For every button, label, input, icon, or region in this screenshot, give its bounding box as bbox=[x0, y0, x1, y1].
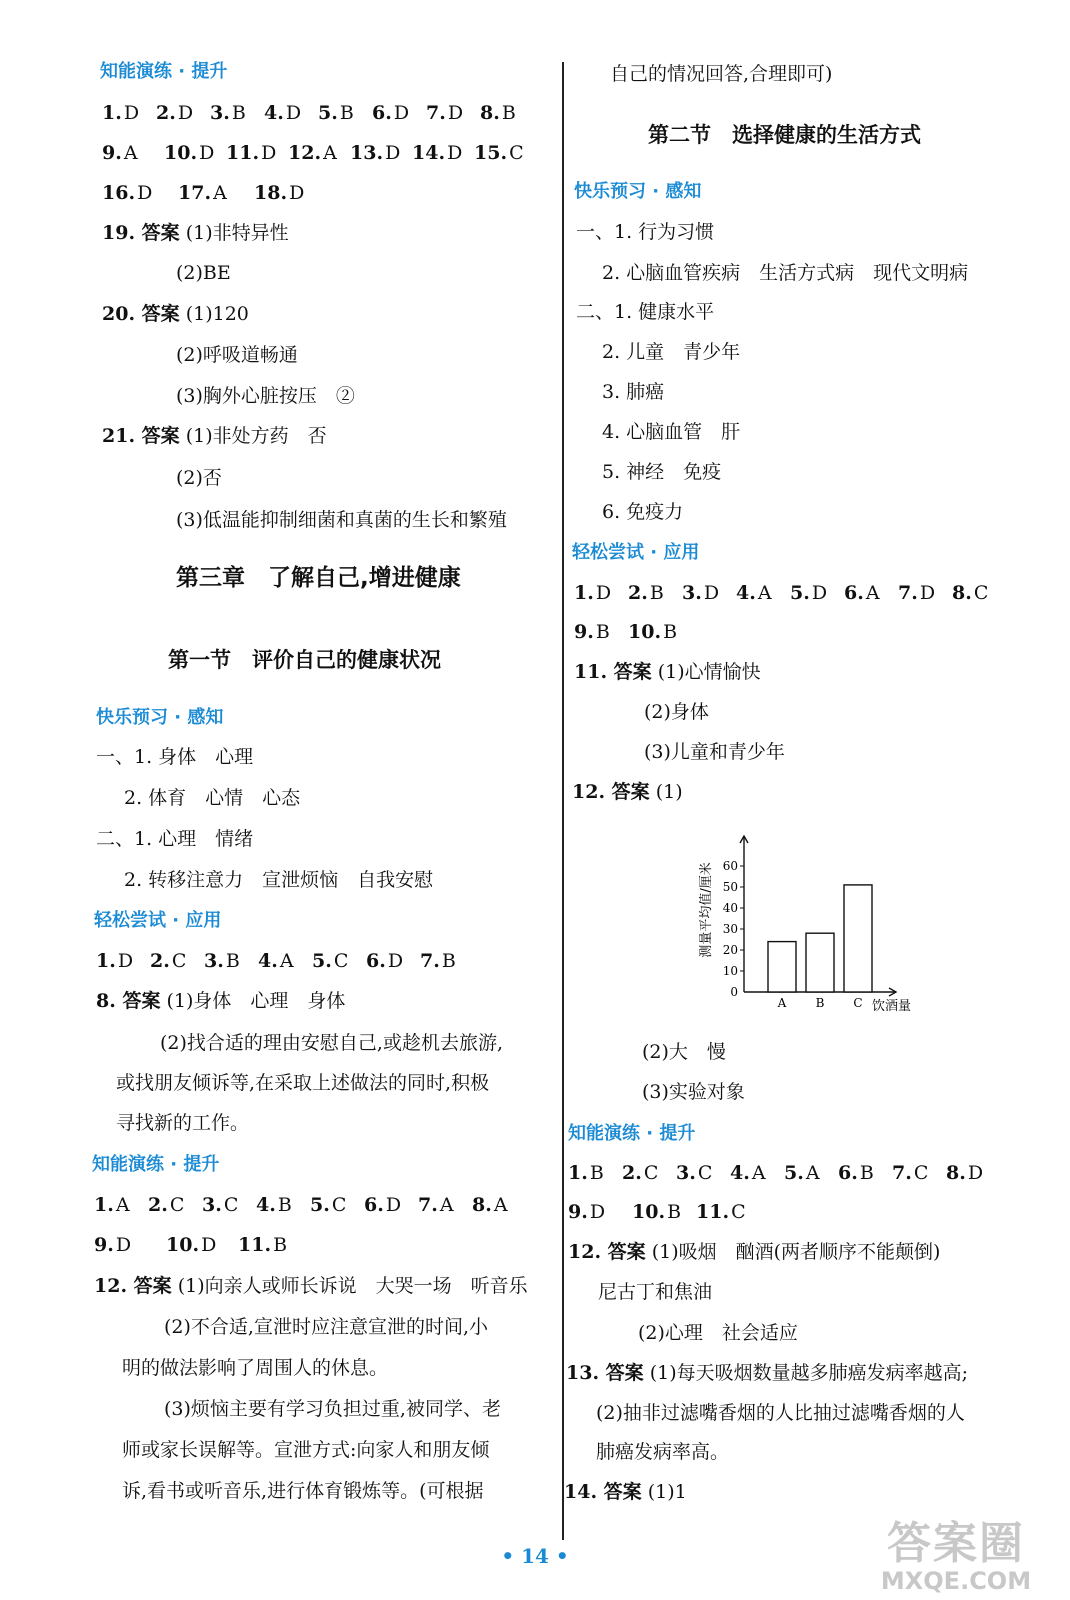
question-number: 8. bbox=[946, 1162, 966, 1184]
answer-letter: B bbox=[225, 950, 240, 972]
question-number: 6. bbox=[372, 102, 392, 124]
answer-letter: B bbox=[441, 950, 456, 972]
question-number: 4. bbox=[264, 102, 284, 124]
x-axis-label: 饮酒量 bbox=[872, 999, 912, 1014]
answer-letter: B bbox=[667, 1201, 682, 1223]
answer-text: (2)身体 bbox=[644, 701, 709, 723]
section-heading: 快乐预习 · 感知 bbox=[96, 707, 224, 728]
answer-letter: A bbox=[865, 582, 880, 604]
watermark-url: MXQE.COM bbox=[880, 1567, 1032, 1595]
answer-text: (2)心理 社会适应 bbox=[638, 1322, 798, 1344]
question-number: 7. bbox=[420, 950, 440, 972]
answer-row bbox=[568, 1200, 760, 1224]
question-number: 3. bbox=[676, 1162, 696, 1184]
answer-item bbox=[790, 581, 844, 605]
answer-item bbox=[412, 141, 474, 165]
y-tick-label: 0 bbox=[730, 985, 738, 999]
q20-line: 20. 答案 (1)120 bbox=[102, 303, 249, 325]
question-number: 7. bbox=[426, 102, 446, 124]
question-number: 1. bbox=[102, 102, 122, 124]
answer-item bbox=[622, 1161, 676, 1185]
answer-text: 诉,看书或听音乐,进行体育锻炼等。(可根据 bbox=[122, 1480, 484, 1502]
question-number: 14. bbox=[412, 142, 446, 164]
question-number: 5. bbox=[310, 1194, 330, 1216]
question-number: 9. bbox=[568, 1201, 588, 1223]
answer-item bbox=[264, 101, 318, 125]
answer-row bbox=[102, 101, 534, 125]
question-number: 8. bbox=[472, 1194, 492, 1216]
answer-letter: D bbox=[137, 182, 153, 204]
answer-letter: C bbox=[169, 1194, 185, 1216]
answer-letter: D bbox=[117, 950, 134, 972]
question-number: 13. bbox=[350, 142, 384, 164]
question-number: 10. bbox=[164, 142, 198, 164]
answer-text: 尼古丁和焦油 bbox=[598, 1281, 713, 1303]
answer-letter: D bbox=[123, 102, 140, 124]
answer-item bbox=[310, 1193, 364, 1217]
answer-item bbox=[94, 1233, 166, 1257]
answer-item bbox=[946, 1161, 1000, 1185]
q11-line: 11. 答案 (1)心情愉快 bbox=[574, 661, 761, 683]
answer-item bbox=[102, 101, 156, 125]
q12b-line: 12. 答案 (1)吸烟 酗酒(两者顺序不能颠倒) bbox=[568, 1241, 941, 1263]
answer-letter: B bbox=[663, 621, 678, 643]
answer-text: 二、1. 健康水平 bbox=[576, 301, 715, 323]
question-number: 4. bbox=[256, 1194, 276, 1216]
answer-text: (3)实验对象 bbox=[642, 1081, 745, 1103]
answer-letter: A bbox=[757, 582, 772, 604]
question-number: 3. bbox=[210, 102, 230, 124]
answer-row bbox=[574, 620, 682, 644]
answer-row bbox=[102, 141, 536, 165]
q8-line: 8. 答案 (1)身体 心理 身体 bbox=[96, 990, 346, 1012]
y-tick-label: 30 bbox=[722, 922, 738, 936]
answer-letter: D bbox=[201, 1234, 217, 1256]
answer-item bbox=[574, 581, 628, 605]
answer-row bbox=[94, 1193, 526, 1217]
page-number: • 14 • bbox=[501, 1544, 569, 1568]
answer-item bbox=[102, 181, 178, 205]
question-number: 5. bbox=[318, 102, 338, 124]
question-number: 4. bbox=[730, 1162, 750, 1184]
answer-letter: D bbox=[385, 142, 401, 164]
answer-letter: C bbox=[333, 950, 349, 972]
question-number: 3. bbox=[202, 1194, 222, 1216]
answer-item bbox=[350, 141, 412, 165]
question-number: 7. bbox=[898, 582, 918, 604]
answer-text: (3)烦恼主要有学习负担过重,被同学、老 bbox=[164, 1398, 501, 1420]
answer-item bbox=[372, 101, 426, 125]
section-heading: 知能演练 · 提升 bbox=[100, 61, 228, 82]
section-heading: 快乐预习 · 感知 bbox=[574, 181, 702, 202]
answer-item bbox=[210, 101, 264, 125]
question-number: 3. bbox=[682, 582, 702, 604]
answer-letter: A bbox=[323, 142, 337, 164]
answer-letter: C bbox=[643, 1162, 659, 1184]
answer-letter: B bbox=[273, 1234, 288, 1256]
answer-text: 师或家长误解等。宣泄方式:向家人和朋友倾 bbox=[122, 1439, 490, 1461]
answer-text: (2)不合适,宣泄时应注意宣泄的时间,小 bbox=[164, 1316, 488, 1338]
answer-item bbox=[366, 949, 420, 973]
question-number: 4. bbox=[736, 582, 756, 604]
question-number: 18. bbox=[254, 182, 288, 204]
answer-text: 4. 心脑血管 肝 bbox=[602, 421, 741, 443]
question-number: 10. bbox=[632, 1201, 666, 1223]
answer-item bbox=[474, 141, 536, 165]
question-number: 1. bbox=[568, 1162, 588, 1184]
question-number: 4. bbox=[258, 950, 278, 972]
answer-letter: D bbox=[387, 950, 404, 972]
answer-item bbox=[254, 181, 330, 205]
answer-item bbox=[178, 181, 254, 205]
answer-letter: B bbox=[859, 1162, 874, 1184]
answer-item bbox=[256, 1193, 310, 1217]
question-number: 7. bbox=[418, 1194, 438, 1216]
x-tick-label: A bbox=[777, 996, 787, 1010]
answer-item bbox=[838, 1161, 892, 1185]
bar-chart bbox=[696, 826, 926, 1022]
answer-letter: A bbox=[439, 1194, 454, 1216]
answer-letter: B bbox=[501, 102, 516, 124]
answer-item bbox=[898, 581, 952, 605]
answer-letter: A bbox=[751, 1162, 766, 1184]
question-number: 10. bbox=[628, 621, 662, 643]
answer-text: (2)大 慢 bbox=[642, 1041, 726, 1063]
answer-item bbox=[364, 1193, 418, 1217]
answer-text: (2)抽非过滤嘴香烟的人比抽过滤嘴香烟的人 bbox=[596, 1402, 965, 1424]
answer-item bbox=[420, 949, 474, 973]
answer-row bbox=[102, 181, 330, 205]
answer-letter: A bbox=[805, 1162, 820, 1184]
answer-text: 2. 转移注意力 宣泄烦恼 自我安慰 bbox=[124, 869, 434, 891]
answer-text: (3)低温能抑制细菌和真菌的生长和繁殖 bbox=[176, 509, 507, 531]
answer-letter: C bbox=[731, 1201, 746, 1223]
q13-line: 13. 答案 (1)每天吸烟数量越多肺癌发病率越高; bbox=[566, 1362, 969, 1384]
answer-letter: D bbox=[261, 142, 277, 164]
section-heading: 轻松尝试 · 应用 bbox=[572, 542, 700, 563]
answer-item bbox=[288, 141, 350, 165]
q12-line: 12. 答案 (1) bbox=[572, 781, 683, 803]
question-number: 9. bbox=[94, 1234, 114, 1256]
section-heading: 轻松尝试 · 应用 bbox=[94, 910, 222, 931]
question-number: 11. bbox=[226, 142, 260, 164]
bar bbox=[844, 885, 872, 992]
answer-item bbox=[204, 949, 258, 973]
q19-line: 19. 答案 (1)非特异性 bbox=[102, 222, 289, 244]
answer-item bbox=[628, 620, 682, 644]
answer-text: (3)儿童和青少年 bbox=[644, 741, 785, 763]
answer-letter: D bbox=[115, 1234, 132, 1256]
y-tick-label: 50 bbox=[722, 880, 738, 894]
watermark-logo bbox=[856, 1520, 1056, 1594]
answer-letter: D bbox=[447, 102, 464, 124]
y-axis-label: 测量平均值/厘米 bbox=[699, 862, 714, 958]
answer-item bbox=[318, 101, 372, 125]
answer-letter: C bbox=[697, 1162, 713, 1184]
answer-text: 3. 肺癌 bbox=[602, 381, 665, 403]
answer-item bbox=[418, 1193, 472, 1217]
column-divider bbox=[562, 62, 564, 1540]
answer-item bbox=[96, 949, 150, 973]
answer-text: 2. 心脑血管疾病 生活方式病 现代文明病 bbox=[602, 262, 969, 284]
answer-letter: B bbox=[595, 621, 610, 643]
chapter-title: 第三章 了解自己,增进健康 bbox=[176, 565, 461, 591]
answer-text: 寻找新的工作。 bbox=[116, 1112, 250, 1134]
answer-letter: B bbox=[231, 102, 246, 124]
answer-letter: B bbox=[339, 102, 354, 124]
answer-letter: B bbox=[589, 1162, 604, 1184]
question-number: 12. bbox=[288, 142, 322, 164]
answer-item bbox=[202, 1193, 256, 1217]
answer-letter: D bbox=[589, 1201, 606, 1223]
answer-item bbox=[632, 1200, 696, 1224]
answer-item bbox=[164, 141, 226, 165]
answer-item bbox=[892, 1161, 946, 1185]
q12-line: 12. 答案 (1)向亲人或师长诉说 大哭一场 听音乐 bbox=[94, 1275, 528, 1297]
answer-item bbox=[784, 1161, 838, 1185]
question-number: 2. bbox=[156, 102, 176, 124]
answer-letter: B bbox=[277, 1194, 292, 1216]
answer-text: 自己的情况回答,合理即可) bbox=[610, 63, 833, 85]
question-number: 5. bbox=[312, 950, 332, 972]
answer-row bbox=[96, 949, 474, 973]
answer-letter: C bbox=[331, 1194, 347, 1216]
answer-letter: D bbox=[595, 582, 612, 604]
answer-text: 2. 儿童 青少年 bbox=[602, 341, 741, 363]
question-number: 5. bbox=[784, 1162, 804, 1184]
answer-text: (2)找合适的理由安慰自己,或趁机去旅游, bbox=[160, 1032, 503, 1054]
answer-item bbox=[312, 949, 366, 973]
answer-text: (2)否 bbox=[176, 467, 222, 489]
answer-text: 6. 免疫力 bbox=[602, 501, 684, 523]
question-number: 2. bbox=[148, 1194, 168, 1216]
answer-letter: D bbox=[199, 142, 215, 164]
y-tick-label: 40 bbox=[722, 901, 738, 915]
y-tick-label: 10 bbox=[722, 964, 738, 978]
answer-item bbox=[226, 141, 288, 165]
question-number: 16. bbox=[102, 182, 136, 204]
question-number: 6. bbox=[366, 950, 386, 972]
answer-letter: A bbox=[123, 142, 138, 164]
answer-item bbox=[94, 1193, 148, 1217]
answer-item bbox=[696, 1200, 760, 1224]
question-number: 17. bbox=[178, 182, 212, 204]
section-title: 第二节 选择健康的生活方式 bbox=[648, 123, 921, 147]
answer-text: 一、1. 身体 心理 bbox=[96, 746, 254, 768]
answer-letter: D bbox=[285, 102, 302, 124]
section-heading: 知能演练 · 提升 bbox=[568, 1123, 696, 1144]
question-number: 11. bbox=[696, 1201, 730, 1223]
question-number: 2. bbox=[628, 582, 648, 604]
answer-letter: C bbox=[223, 1194, 239, 1216]
answer-text: (2)BE bbox=[176, 262, 231, 284]
answer-item bbox=[844, 581, 898, 605]
answer-letter: A bbox=[493, 1194, 508, 1216]
answer-letter: D bbox=[919, 582, 936, 604]
answer-item bbox=[676, 1161, 730, 1185]
answer-letter: A bbox=[279, 950, 294, 972]
question-number: 1. bbox=[96, 950, 116, 972]
bar bbox=[768, 942, 796, 992]
answer-text: 肺癌发病率高。 bbox=[596, 1441, 730, 1463]
answer-item bbox=[102, 141, 164, 165]
bar bbox=[806, 933, 834, 992]
x-tick-label: C bbox=[853, 996, 863, 1010]
section-heading: 知能演练 · 提升 bbox=[92, 1154, 220, 1175]
answer-letter: D bbox=[177, 102, 194, 124]
question-number: 2. bbox=[622, 1162, 642, 1184]
answer-row bbox=[568, 1161, 1000, 1185]
answer-item bbox=[736, 581, 790, 605]
answer-letter: D bbox=[447, 142, 463, 164]
question-number: 10. bbox=[166, 1234, 200, 1256]
question-number: 2. bbox=[150, 950, 170, 972]
answer-text: 明的做法影响了周围人的休息。 bbox=[122, 1357, 389, 1379]
answer-letter: D bbox=[385, 1194, 402, 1216]
question-number: 6. bbox=[364, 1194, 384, 1216]
answer-letter: A bbox=[213, 182, 227, 204]
question-number: 9. bbox=[102, 142, 122, 164]
answer-item bbox=[238, 1233, 310, 1257]
answer-item bbox=[730, 1161, 784, 1185]
answer-letter: C bbox=[509, 142, 524, 164]
answer-item bbox=[426, 101, 480, 125]
answer-item bbox=[682, 581, 736, 605]
y-tick-label: 20 bbox=[722, 943, 738, 957]
question-number: 1. bbox=[94, 1194, 114, 1216]
answer-item bbox=[156, 101, 210, 125]
answer-text: 或找朋友倾诉等,在采取上述做法的同时,积极 bbox=[116, 1072, 490, 1094]
question-number: 5. bbox=[790, 582, 810, 604]
answer-item bbox=[952, 581, 1006, 605]
answer-text: 一、1. 行为习惯 bbox=[576, 221, 715, 243]
answer-item bbox=[568, 1161, 622, 1185]
answer-item bbox=[480, 101, 534, 125]
question-number: 3. bbox=[204, 950, 224, 972]
q21-line: 21. 答案 (1)非处方药 否 bbox=[102, 425, 327, 447]
section-title: 第一节 评价自己的健康状况 bbox=[168, 648, 441, 672]
answer-item bbox=[150, 949, 204, 973]
question-number: 9. bbox=[574, 621, 594, 643]
answer-item bbox=[574, 620, 628, 644]
answer-letter: B bbox=[649, 582, 664, 604]
answer-letter: D bbox=[967, 1162, 984, 1184]
question-number: 8. bbox=[952, 582, 972, 604]
answer-letter: D bbox=[289, 182, 305, 204]
answer-letter: A bbox=[115, 1194, 130, 1216]
answer-item bbox=[568, 1200, 632, 1224]
answer-letter: C bbox=[171, 950, 187, 972]
answer-text: (2)呼吸道畅通 bbox=[176, 344, 298, 366]
question-number: 11. bbox=[238, 1234, 272, 1256]
question-number: 1. bbox=[574, 582, 594, 604]
question-number: 6. bbox=[844, 582, 864, 604]
answer-letter: C bbox=[913, 1162, 929, 1184]
answer-item bbox=[148, 1193, 202, 1217]
answer-item bbox=[258, 949, 312, 973]
answer-item bbox=[166, 1233, 238, 1257]
question-number: 15. bbox=[474, 142, 508, 164]
answer-letter: D bbox=[703, 582, 720, 604]
answer-item bbox=[628, 581, 682, 605]
answer-letter: C bbox=[973, 582, 989, 604]
answer-item bbox=[472, 1193, 526, 1217]
answer-letter: D bbox=[811, 582, 828, 604]
question-number: 8. bbox=[480, 102, 500, 124]
watermark-text: 答案圈 bbox=[887, 1518, 1025, 1569]
answer-text: 2. 体育 心情 心态 bbox=[124, 787, 301, 809]
answer-row bbox=[574, 581, 1006, 605]
question-number: 6. bbox=[838, 1162, 858, 1184]
answer-letter: D bbox=[393, 102, 410, 124]
q14-line: 14. 答案 (1)1 bbox=[564, 1481, 687, 1503]
y-tick-label: 60 bbox=[722, 859, 738, 873]
answer-text: 5. 神经 免疫 bbox=[602, 461, 722, 483]
question-number: 7. bbox=[892, 1162, 912, 1184]
answer-text: 二、1. 心理 情绪 bbox=[96, 828, 254, 850]
answer-text: (3)胸外心脏按压 ② bbox=[176, 385, 355, 407]
answer-row bbox=[94, 1233, 310, 1257]
x-tick-label: B bbox=[815, 996, 825, 1010]
